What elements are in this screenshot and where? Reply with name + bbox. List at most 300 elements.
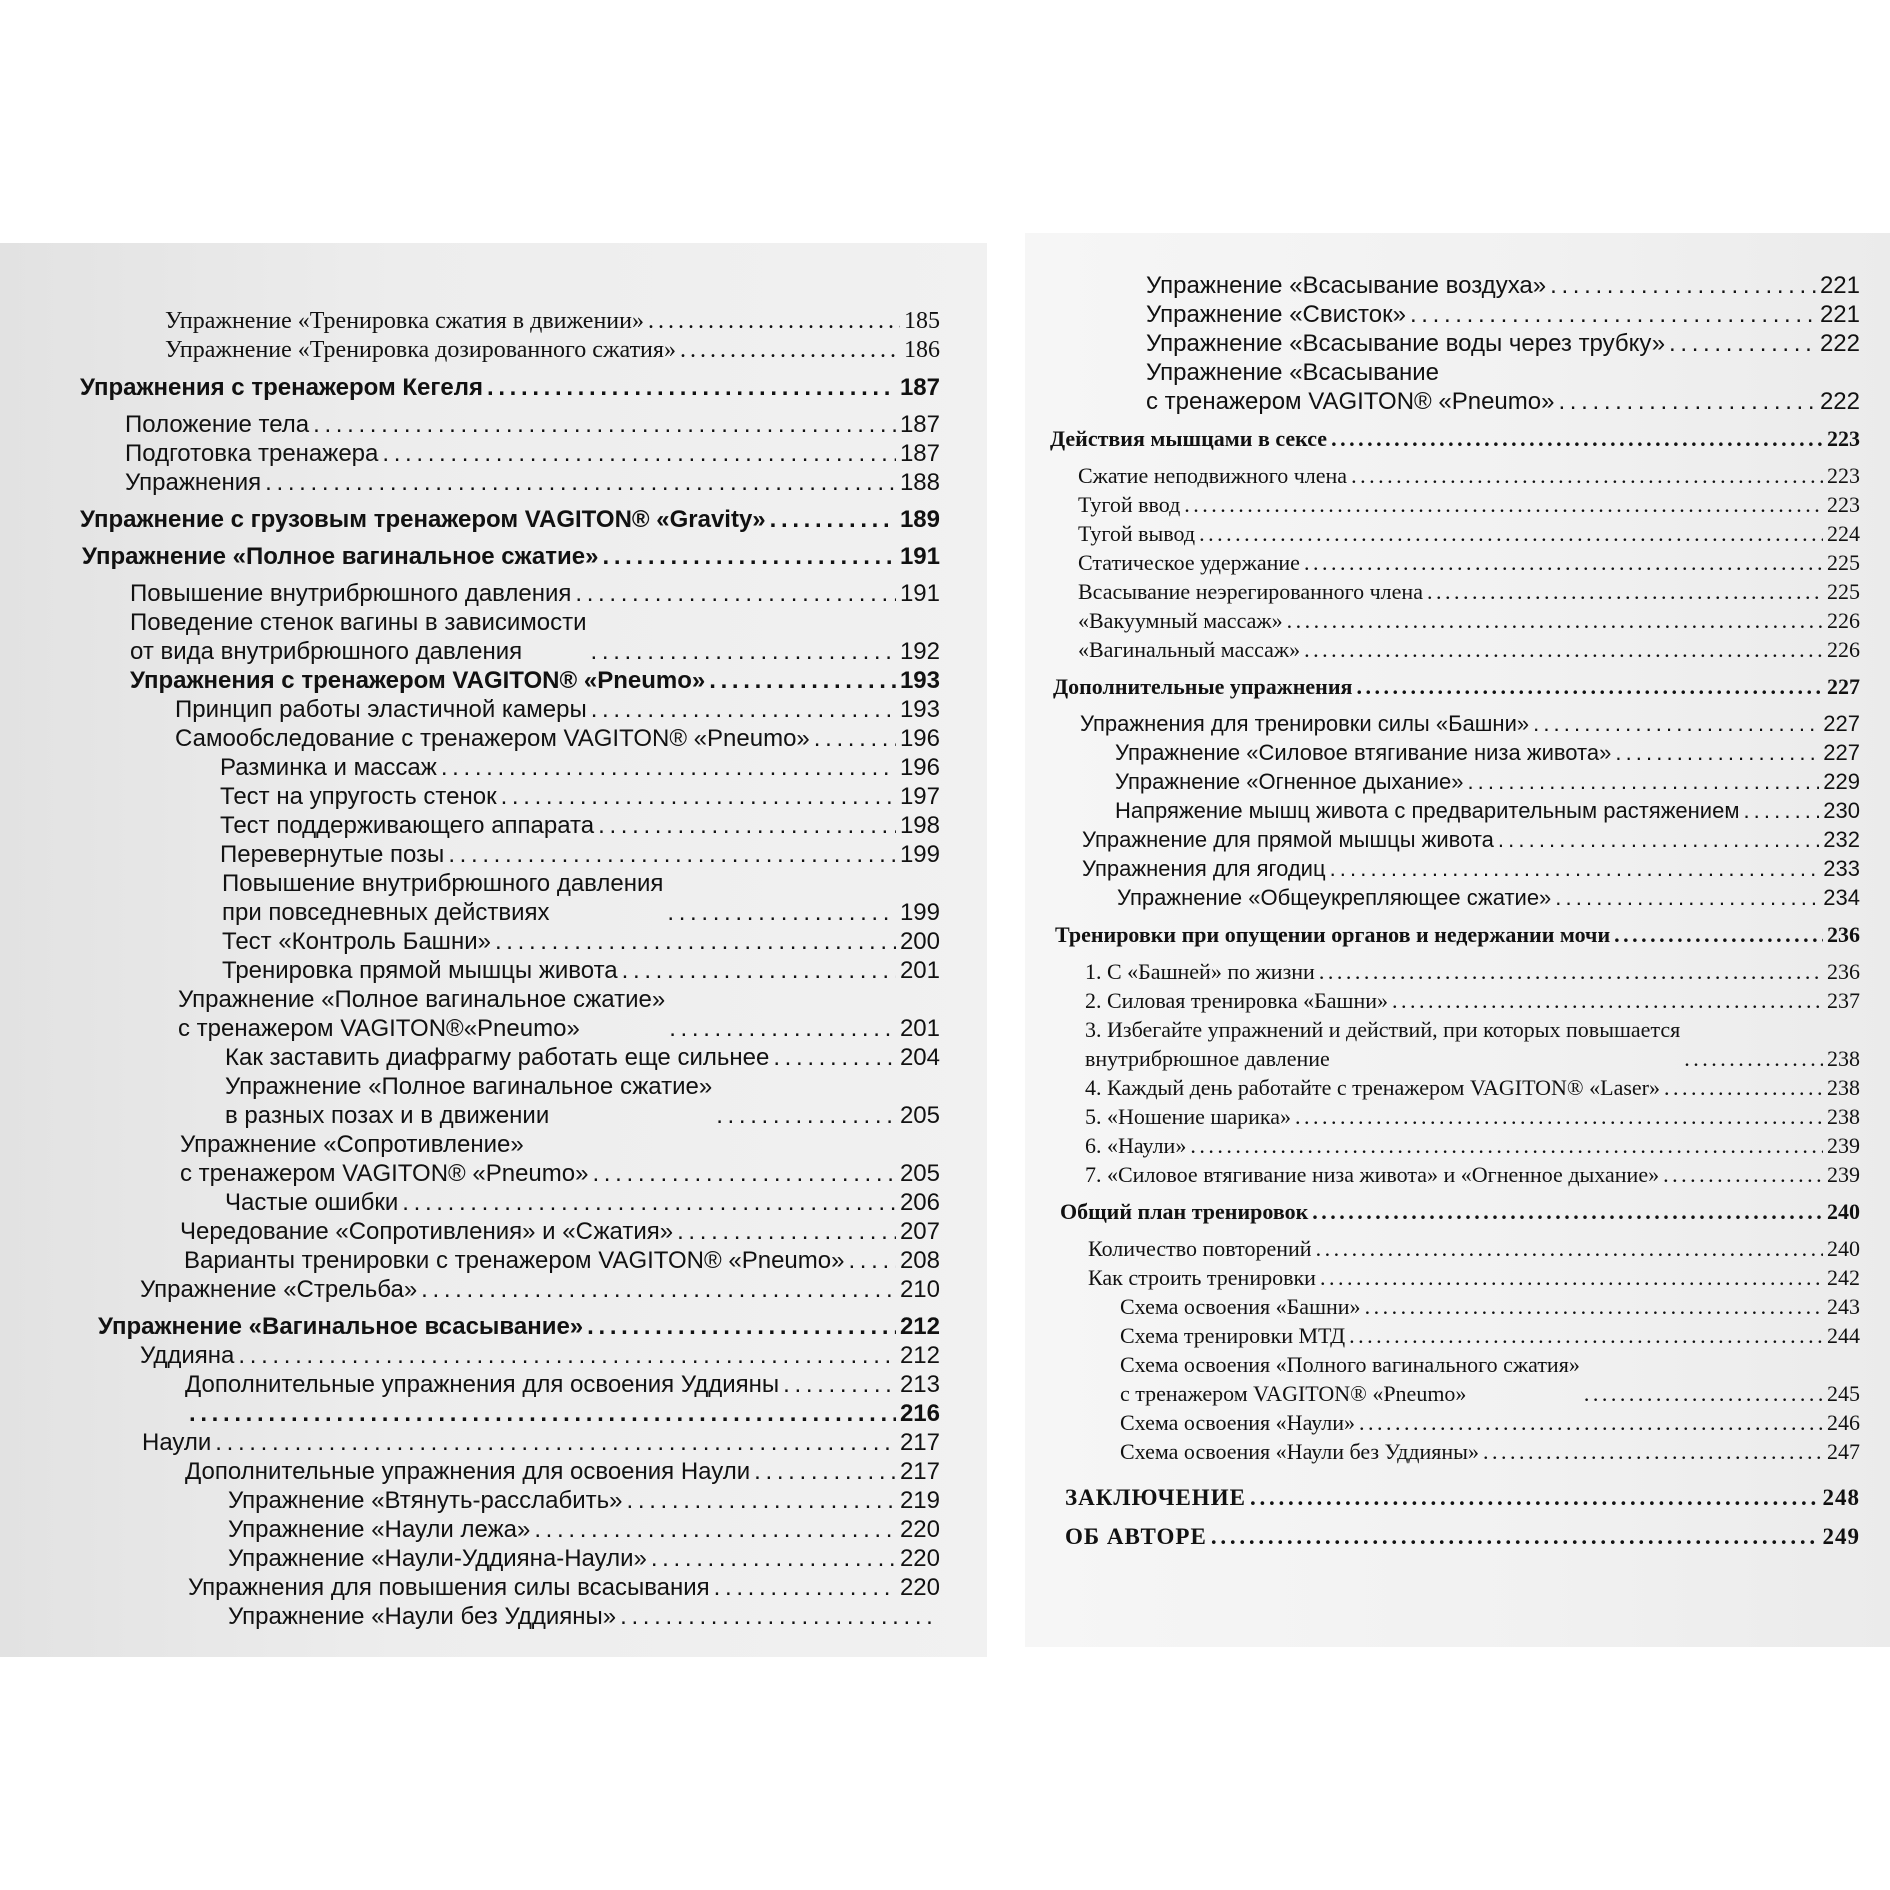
left-toc-entry-10 (130, 666, 940, 695)
left-toc-entry-3 (125, 410, 940, 439)
page-number: 236 (1827, 922, 1860, 947)
entry-title-line: Дополнительные упражнения для освоения Уддияны (185, 1371, 780, 1398)
right-toc-entry-29 (1088, 1234, 1860, 1263)
page-number: 212 (899, 1342, 940, 1369)
page-number: 234 (1823, 885, 1860, 910)
entry-title-line: Схема освоения «Полного вагинального сжатия» (1120, 1352, 1580, 1377)
dot-leader (441, 753, 896, 782)
page-number: 245 (1827, 1381, 1860, 1406)
entry-title (1117, 883, 1551, 912)
entry-title (225, 1188, 398, 1217)
entry-title (220, 753, 437, 782)
page-number: 187 (899, 440, 940, 467)
entry-title-line: Упражнение «Вагинальное всасывание» (98, 1313, 584, 1340)
page-number: 193 (899, 667, 940, 694)
left-toc-entry-33 (185, 1457, 940, 1486)
page-number: 227 (1827, 674, 1860, 699)
right-toc-entry-21 (1085, 957, 1860, 986)
dot-leader (620, 1602, 936, 1631)
entry-title-line-2: с тренажером VAGITON®«Pneumo» (178, 1015, 580, 1042)
dot-leader (709, 666, 896, 695)
page-number: 229 (1823, 769, 1860, 794)
entry-title (1120, 1408, 1355, 1437)
entry-title-line: Упражнение «Свисток» (1146, 301, 1406, 328)
entry-title-line: 2. Силовая тренировка «Башни» (1085, 988, 1388, 1013)
entry-title-line: Упражнение «Втянуть-расслабить» (228, 1487, 623, 1514)
entry-title-line: Дополнительные упражнения для освоения Наули (185, 1458, 751, 1485)
entry-title-line: Упражнения (125, 469, 262, 496)
entry-title (180, 1130, 588, 1188)
entry-title-line: Схема тренировки МТД (1120, 1323, 1346, 1348)
right-toc-entry-36 (1065, 1483, 1860, 1512)
entry-title (1065, 1483, 1246, 1512)
dot-leader (677, 1217, 896, 1246)
entry-title-line: Дополнительные упражнения (1053, 674, 1353, 699)
page-number: 220 (899, 1574, 940, 1601)
right-toc-entry-2 (1146, 329, 1860, 358)
dot-leader (783, 1370, 896, 1399)
entry-title-line: Тест «Контроль Башни» (222, 928, 491, 955)
entry-title (140, 1341, 234, 1370)
entry-title (1078, 519, 1195, 548)
left-toc-entry-13 (220, 753, 940, 782)
entry-title (225, 1072, 712, 1130)
dot-leader (1351, 461, 1823, 490)
entry-title (1085, 1131, 1186, 1160)
entry-title (125, 439, 378, 468)
page-number: 216 (899, 1400, 940, 1427)
entry-title-line-2: при повседневных действиях (222, 899, 550, 926)
entry-title-line: Количество повторений (1088, 1236, 1312, 1261)
right-toc-entry-30 (1088, 1263, 1860, 1292)
entry-title-line: Упражнения с тренажером Кегеля (80, 374, 483, 401)
entry-title-line: ОБ АВТОРЕ (1065, 1524, 1207, 1549)
entry-title-line: Перевернутые позы (220, 841, 445, 868)
dot-leader (622, 956, 896, 985)
entry-title-line: Подготовка тренажера (125, 440, 379, 467)
entry-title-line-2: внутрибрюшное давление (1085, 1046, 1330, 1071)
left-toc-entry-28 (98, 1312, 940, 1341)
right-toc-entry-8 (1078, 548, 1860, 577)
page-number: 192 (899, 638, 940, 665)
right-toc-entry-22 (1085, 986, 1860, 1015)
page-number: 247 (1827, 1439, 1860, 1464)
entry-title-line: Принцип работы эластичной камеры (175, 696, 587, 723)
dot-leader (575, 579, 896, 608)
right-toc-entry-15 (1115, 767, 1860, 796)
entry-title-line: Упражнение «Полное вагинальное сжатие» (82, 543, 599, 570)
page-number: 207 (899, 1218, 940, 1245)
page-number: 199 (899, 841, 940, 868)
entry-title-line: Упражнение для прямой мышцы живота (1082, 827, 1494, 852)
page-number: 224 (1827, 521, 1860, 546)
page-number: 187 (899, 411, 940, 438)
entry-title (140, 1275, 417, 1304)
left-toc-entry-26 (184, 1246, 940, 1275)
dot-leader (1533, 709, 1819, 738)
left-toc-entry-15 (220, 811, 940, 840)
dot-leader (1365, 1292, 1823, 1321)
dot-leader (648, 307, 900, 336)
entry-title-line: Упражнение «Всасывание (1146, 359, 1439, 386)
entry-title-line: Поведение стенок вагины в зависимости (130, 609, 587, 636)
page-number: 244 (1827, 1323, 1860, 1348)
entry-title-line-2: в разных позах и в движении (225, 1102, 550, 1129)
entry-title-line: 5. «Ношение шарика» (1085, 1104, 1292, 1129)
dot-leader (1663, 1160, 1823, 1189)
page-number: 220 (899, 1516, 940, 1543)
entry-title (1065, 1522, 1207, 1551)
page-number: 240 (1827, 1236, 1860, 1261)
page-number: 226 (1827, 637, 1860, 662)
right-toc-entry-17 (1082, 825, 1860, 854)
entry-title (1115, 767, 1463, 796)
dot-leader (1316, 1234, 1823, 1263)
entry-title (130, 608, 587, 666)
left-toc-entry-34 (228, 1486, 940, 1515)
right-toc-entry-37 (1065, 1522, 1860, 1551)
entry-title (178, 985, 665, 1043)
entry-title-line: 4. Каждый день работайте с тренажером VAGITON® «Laser» (1085, 1075, 1660, 1100)
left-toc-entry-6 (80, 505, 940, 534)
page-number: 233 (1823, 856, 1860, 881)
left-toc-entry-31 (185, 1399, 940, 1428)
entry-title (185, 1457, 750, 1486)
page-number: 246 (1827, 1410, 1860, 1435)
page-number: 197 (899, 783, 940, 810)
dot-leader (587, 1312, 896, 1341)
dot-leader (313, 410, 896, 439)
page-number: 238 (1827, 1075, 1860, 1100)
entry-title (1120, 1292, 1361, 1321)
left-toc-entry-24 (225, 1188, 940, 1217)
dot-leader (669, 1014, 896, 1043)
entry-title-line: Упражнение «Тренировка дозированного сжатия» (165, 337, 676, 363)
dot-leader (773, 1043, 896, 1072)
right-toc-entry-0 (1146, 271, 1860, 300)
entry-title (130, 666, 705, 695)
page-number: 238 (1827, 1104, 1860, 1129)
left-toc-entry-5 (125, 468, 940, 497)
dot-leader (1331, 424, 1823, 453)
right-toc-entry-5 (1078, 461, 1860, 490)
entry-title (98, 1312, 583, 1341)
left-toc-entry-36 (228, 1544, 940, 1573)
entry-title (1078, 461, 1347, 490)
dot-leader (1392, 986, 1823, 1015)
right-toc-entry-32 (1120, 1321, 1860, 1350)
entry-title-line: Тест поддерживающего аппарата (220, 812, 595, 839)
dot-leader (501, 782, 896, 811)
page-number: 236 (1827, 959, 1860, 984)
entry-title (222, 956, 618, 985)
page-number: 196 (899, 754, 940, 781)
entry-title-line: «Вагинальный массаж» (1078, 637, 1301, 662)
page-number: 198 (899, 812, 940, 839)
entry-title (1078, 606, 1283, 635)
page-number: 217 (899, 1458, 940, 1485)
dot-leader (421, 1275, 896, 1304)
left-toc-entry-1 (165, 336, 940, 365)
page-number: 213 (899, 1371, 940, 1398)
entry-title (1060, 1197, 1308, 1226)
dot-leader (1199, 519, 1823, 548)
entry-title (1078, 548, 1300, 577)
page-number: 191 (899, 543, 940, 570)
left-toc-entry-38 (228, 1602, 940, 1631)
right-toc-entry-14 (1115, 738, 1860, 767)
right-toc-entry-16 (1115, 796, 1860, 825)
right-toc-entry-19 (1117, 883, 1860, 912)
dot-leader (602, 542, 895, 571)
page-number: 242 (1827, 1265, 1860, 1290)
dot-leader (1250, 1483, 1819, 1512)
page-number: 210 (899, 1276, 940, 1303)
entry-title-line: Упражнение «Наули лежа» (228, 1516, 531, 1543)
left-toc-entry-19 (222, 956, 940, 985)
right-toc-entry-26 (1085, 1131, 1860, 1160)
dot-leader (495, 927, 896, 956)
page-number: 206 (899, 1189, 940, 1216)
left-toc-entry-21 (225, 1043, 940, 1072)
entry-title (82, 542, 598, 571)
right-toc-entry-31 (1120, 1292, 1860, 1321)
left-toc-entry-22 (225, 1072, 940, 1130)
dot-leader (848, 1246, 896, 1275)
entry-title (228, 1544, 647, 1573)
entry-title (80, 505, 766, 534)
entry-title (220, 840, 444, 869)
left-toc-entry-7 (82, 542, 940, 571)
entry-title-line: 7. «Силовое втягивание низа живота» и «Огненное дыхание» (1085, 1162, 1660, 1187)
page-number: 188 (899, 469, 940, 496)
entry-title (225, 1043, 769, 1072)
entry-title-line: Тугой вывод (1078, 521, 1196, 546)
page-number: 232 (1823, 827, 1860, 852)
right-toc-entry-1 (1146, 300, 1860, 329)
dot-leader (1359, 1408, 1823, 1437)
page-number: 223 (1827, 492, 1860, 517)
entry-title-line: Тренировки при опущении органов и недержании мочи (1055, 922, 1611, 947)
page-number: 217 (899, 1429, 940, 1456)
page-number: 201 (899, 957, 940, 984)
page-number: 191 (899, 580, 940, 607)
dot-leader (1349, 1321, 1823, 1350)
dot-leader (1615, 738, 1819, 767)
entry-title-line: Тест на упругость стенок (220, 783, 497, 810)
page-number: 238 (1827, 1046, 1860, 1071)
entry-title-line: Упражнение «Наули-Уддияна-Наули» (228, 1545, 647, 1572)
entry-title (185, 1370, 779, 1399)
right-toc-entry-34 (1120, 1408, 1860, 1437)
page-number: 221 (1819, 272, 1860, 299)
dot-leader (1558, 387, 1815, 416)
right-toc-entry-28 (1060, 1197, 1860, 1226)
entry-title-line-2: с тренажером VAGITON® «Pneumo» (180, 1160, 589, 1187)
left-toc-entry-14 (220, 782, 940, 811)
dot-leader (1743, 796, 1819, 825)
entry-title-line: Упражнения с тренажером VAGITON® «Pneumo» (130, 667, 706, 694)
entry-title (1085, 957, 1315, 986)
right-toc-entry-10 (1078, 606, 1860, 635)
left-toc-entry-4 (125, 439, 940, 468)
dot-leader (1498, 825, 1819, 854)
left-toc-entry-35 (228, 1515, 940, 1544)
dot-leader (1320, 1263, 1823, 1292)
dot-leader (1312, 1197, 1823, 1226)
left-toc-entry-29 (140, 1341, 940, 1370)
page-number: 240 (1827, 1199, 1860, 1224)
entry-title-line: Самообследование с тренажером VAGITON® «Pneumo» (175, 725, 810, 752)
entry-title-line: Схема освоения «Наули без Уддияны» (1120, 1439, 1479, 1464)
dot-leader (651, 1544, 896, 1573)
entry-title (222, 869, 663, 927)
dot-leader (1304, 635, 1823, 664)
entry-title (125, 410, 309, 439)
page-number: 185 (904, 308, 940, 334)
dot-leader (1614, 920, 1823, 949)
entry-title-line: Упражнение с грузовым тренажером VAGITON® «Gravity» (80, 506, 766, 533)
left-toc-entry-20 (178, 985, 940, 1043)
entry-title (130, 579, 571, 608)
page-number: 208 (899, 1247, 940, 1274)
entry-title (1120, 1437, 1479, 1466)
entry-title (142, 1428, 211, 1457)
page-number: 225 (1827, 579, 1860, 604)
dot-leader (1410, 300, 1816, 329)
entry-title-line: Упражнение «Всасывание воздуха» (1146, 272, 1547, 299)
entry-title-line: ЗАКЛЮЧЕНИЕ (1065, 1485, 1246, 1510)
dot-leader (1190, 1131, 1823, 1160)
dot-leader (714, 1573, 896, 1602)
entry-title-line: Как заставить диафрагму работать еще сильнее (225, 1044, 770, 1071)
left-toc-entry-2 (80, 373, 940, 402)
entry-title (1053, 672, 1352, 701)
entry-title-line: Варианты тренировки с тренажером VAGITON® «Pneumo» (184, 1247, 845, 1274)
page-number: 205 (899, 1102, 940, 1129)
left-toc-entry-32 (142, 1428, 940, 1457)
dot-leader (591, 637, 896, 666)
dot-leader (1584, 1379, 1823, 1408)
page-number: 239 (1827, 1162, 1860, 1187)
entry-title (1050, 424, 1327, 453)
entry-title-line: «Вакуумный массаж» (1078, 608, 1283, 633)
dot-leader (448, 840, 896, 869)
entry-title (1088, 1234, 1312, 1263)
left-toc-entry-0 (165, 307, 940, 336)
entry-title-line: Упражнение «Силовое втягивание низа живота» (1115, 740, 1612, 765)
page-number: 230 (1823, 798, 1860, 823)
dot-leader (680, 336, 900, 365)
entry-title-line: Упражнение «Сопротивление» (180, 1131, 524, 1158)
dot-leader (487, 373, 896, 402)
left-toc-entry-17 (222, 869, 940, 927)
page-number: 193 (899, 696, 940, 723)
dot-leader (1427, 577, 1823, 606)
entry-title (125, 468, 261, 497)
page-number: 222 (1819, 330, 1860, 357)
page-number: 239 (1827, 1133, 1860, 1158)
page-number: 187 (899, 374, 940, 401)
entry-title-line: Наули (142, 1429, 212, 1456)
entry-title-line: Чередование «Сопротивления» и «Сжатия» (180, 1218, 674, 1245)
left-toc-entry-30 (185, 1370, 940, 1399)
dot-leader (1319, 957, 1823, 986)
page-number: 225 (1827, 550, 1860, 575)
entry-title-line-2: от вида внутрибрюшного давления (130, 638, 523, 665)
dot-leader (238, 1341, 896, 1370)
page-number: 237 (1827, 988, 1860, 1013)
entry-title (222, 927, 491, 956)
entry-title-line: Уддияна (140, 1342, 235, 1369)
page-number: 226 (1827, 608, 1860, 633)
dot-leader (716, 1101, 896, 1130)
page-number: 222 (1819, 388, 1860, 415)
entry-title (184, 1246, 844, 1275)
entry-title (1146, 358, 1554, 416)
dot-leader (1304, 548, 1823, 577)
entry-title-line: Упражнение «Стрельба» (140, 1276, 418, 1303)
dot-leader (1550, 271, 1816, 300)
dot-leader (1669, 329, 1816, 358)
dot-leader (215, 1428, 896, 1457)
entry-title (1120, 1321, 1345, 1350)
right-toc-entry-35 (1120, 1437, 1860, 1466)
right-toc-entry-20 (1055, 920, 1860, 949)
entry-title (175, 695, 587, 724)
entry-title (1146, 300, 1406, 329)
entry-title-line: Повышение внутрибрюшного давления (222, 870, 664, 897)
page-number: 219 (899, 1487, 940, 1514)
dot-leader (1356, 672, 1823, 701)
entry-title (1080, 709, 1529, 738)
dot-leader (592, 1159, 895, 1188)
dot-leader (1555, 883, 1819, 912)
page-number: 200 (899, 928, 940, 955)
dot-leader (754, 1457, 896, 1486)
entry-title (165, 307, 644, 336)
dot-leader (402, 1188, 896, 1217)
entry-title (220, 811, 594, 840)
entry-title (1120, 1350, 1580, 1408)
page-number: 199 (899, 899, 940, 926)
dot-leader (1211, 1522, 1819, 1551)
entry-title-line: Повышение внутрибрюшного давления (130, 580, 572, 607)
entry-title (1082, 854, 1326, 883)
entry-title-line: Статическое удержание (1078, 550, 1300, 575)
entry-title (1055, 920, 1610, 949)
entry-title (1078, 490, 1180, 519)
page-number: 212 (899, 1313, 940, 1340)
entry-title-line: Упражнения для тренировки силы «Башни» (1080, 711, 1530, 736)
dot-leader (814, 724, 896, 753)
entry-title-line: Положение тела (125, 411, 310, 438)
page-number: 204 (899, 1044, 940, 1071)
page-number: 205 (899, 1160, 940, 1187)
entry-title-line: Упражнение «Наули без Уддияны» (228, 1603, 617, 1630)
left-toc-entry-11 (175, 695, 940, 724)
entry-title-line: Упражнение «Общеукрепляющее сжатие» (1117, 885, 1552, 910)
dot-leader (667, 898, 896, 927)
entry-title-line: Схема освоения «Башни» (1120, 1294, 1361, 1319)
entry-title-line: Тугой ввод (1078, 492, 1181, 517)
dot-leader (1184, 490, 1823, 519)
entry-title-line: Упражнение «Полное вагинальное сжатие» (225, 1073, 713, 1100)
entry-title (1082, 825, 1494, 854)
entry-title (1085, 1015, 1680, 1073)
page-number: 223 (1827, 463, 1860, 488)
left-toc-entry-18 (222, 927, 940, 956)
